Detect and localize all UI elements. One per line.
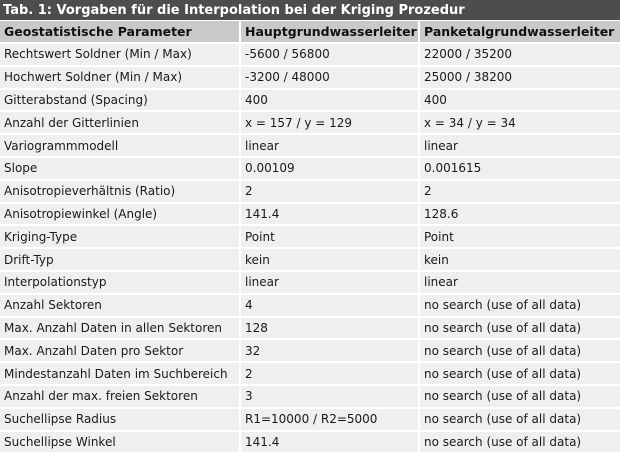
cell-panketalgrundwasserleiter: x = 34 / y = 34 [419, 111, 620, 134]
cell-panketalgrundwasserleiter: 25000 / 38200 [419, 66, 620, 89]
table-row [0, 111, 620, 134]
table-row [0, 362, 620, 385]
cell-hauptgrundwasserleiter: 400 [240, 89, 419, 112]
cell-panketalgrundwasserleiter: Point [419, 225, 620, 248]
table-row [0, 431, 620, 454]
table-row [0, 339, 620, 362]
cell-parameter: Hochwert Soldner (Min / Max) [0, 66, 240, 89]
cell-hauptgrundwasserleiter: 4 [240, 294, 419, 317]
table-row [0, 225, 620, 248]
table-row [0, 134, 620, 157]
cell-panketalgrundwasserleiter: 2 [419, 180, 620, 203]
cell-hauptgrundwasserleiter: x = 157 / y = 129 [240, 111, 419, 134]
cell-hauptgrundwasserleiter: 2 [240, 362, 419, 385]
cell-hauptgrundwasserleiter: 141.4 [240, 431, 419, 454]
cell-panketalgrundwasserleiter: no search (use of all data) [419, 339, 620, 362]
table-row [0, 294, 620, 317]
cell-panketalgrundwasserleiter: no search (use of all data) [419, 362, 620, 385]
table-row [0, 248, 620, 271]
column-header-panketalgrundwasserleiter: Panketalgrundwasserleiter [419, 21, 620, 43]
cell-parameter: Mindestanzahl Daten im Suchbereich [0, 362, 240, 385]
table-row [0, 385, 620, 408]
cell-parameter: Suchellipse Winkel [0, 431, 240, 454]
kriging-parameters-table [0, 21, 620, 454]
cell-panketalgrundwasserleiter: 0.001615 [419, 157, 620, 180]
cell-hauptgrundwasserleiter: linear [240, 271, 419, 294]
cell-hauptgrundwasserleiter: 3 [240, 385, 419, 408]
cell-panketalgrundwasserleiter: kein [419, 248, 620, 271]
cell-panketalgrundwasserleiter: no search (use of all data) [419, 431, 620, 454]
cell-hauptgrundwasserleiter: 2 [240, 180, 419, 203]
cell-parameter: Drift-Typ [0, 248, 240, 271]
table-row [0, 66, 620, 89]
table-row [0, 408, 620, 431]
cell-parameter: Gitterabstand (Spacing) [0, 89, 240, 112]
cell-hauptgrundwasserleiter: 32 [240, 339, 419, 362]
cell-hauptgrundwasserleiter: 141.4 [240, 203, 419, 226]
cell-hauptgrundwasserleiter: 0.00109 [240, 157, 419, 180]
cell-parameter: Anzahl der Gitterlinien [0, 111, 240, 134]
column-header-parameter: Geostatistische Parameter [0, 21, 240, 43]
cell-parameter: Anisotropieverhältnis (Ratio) [0, 180, 240, 203]
column-header-hauptgrundwasserleiter: Hauptgrundwasserleiter [240, 21, 419, 43]
cell-panketalgrundwasserleiter: 400 [419, 89, 620, 112]
table-row [0, 157, 620, 180]
cell-panketalgrundwasserleiter: no search (use of all data) [419, 408, 620, 431]
cell-panketalgrundwasserleiter: no search (use of all data) [419, 385, 620, 408]
cell-hauptgrundwasserleiter: linear [240, 134, 419, 157]
table-row [0, 271, 620, 294]
cell-hauptgrundwasserleiter: Point [240, 225, 419, 248]
table-caption: Tab. 1: Vorgaben für die Interpolation bei der Kriging Prozedur [0, 0, 620, 21]
cell-parameter: Kriging-Type [0, 225, 240, 248]
cell-panketalgrundwasserleiter: 22000 / 35200 [419, 43, 620, 66]
cell-parameter: Max. Anzahl Daten in allen Sektoren [0, 317, 240, 340]
cell-panketalgrundwasserleiter: no search (use of all data) [419, 294, 620, 317]
table-row [0, 317, 620, 340]
cell-parameter: Max. Anzahl Daten pro Sektor [0, 339, 240, 362]
cell-parameter: Suchellipse Radius [0, 408, 240, 431]
table-row [0, 203, 620, 226]
cell-parameter: Anisotropiewinkel (Angle) [0, 203, 240, 226]
cell-panketalgrundwasserleiter: 128.6 [419, 203, 620, 226]
cell-panketalgrundwasserleiter: linear [419, 134, 620, 157]
cell-parameter: Variogrammmodell [0, 134, 240, 157]
cell-parameter: Slope [0, 157, 240, 180]
cell-panketalgrundwasserleiter: linear [419, 271, 620, 294]
cell-parameter: Interpolationstyp [0, 271, 240, 294]
header-row [0, 21, 620, 43]
cell-parameter: Anzahl der max. freien Sektoren [0, 385, 240, 408]
table-row [0, 89, 620, 112]
cell-hauptgrundwasserleiter: kein [240, 248, 419, 271]
cell-panketalgrundwasserleiter: no search (use of all data) [419, 317, 620, 340]
table-row [0, 180, 620, 203]
cell-hauptgrundwasserleiter: 128 [240, 317, 419, 340]
cell-parameter: Anzahl Sektoren [0, 294, 240, 317]
cell-hauptgrundwasserleiter: R1=10000 / R2=5000 [240, 408, 419, 431]
table-row [0, 43, 620, 66]
cell-hauptgrundwasserleiter: -5600 / 56800 [240, 43, 419, 66]
cell-hauptgrundwasserleiter: -3200 / 48000 [240, 66, 419, 89]
cell-parameter: Rechtswert Soldner (Min / Max) [0, 43, 240, 66]
